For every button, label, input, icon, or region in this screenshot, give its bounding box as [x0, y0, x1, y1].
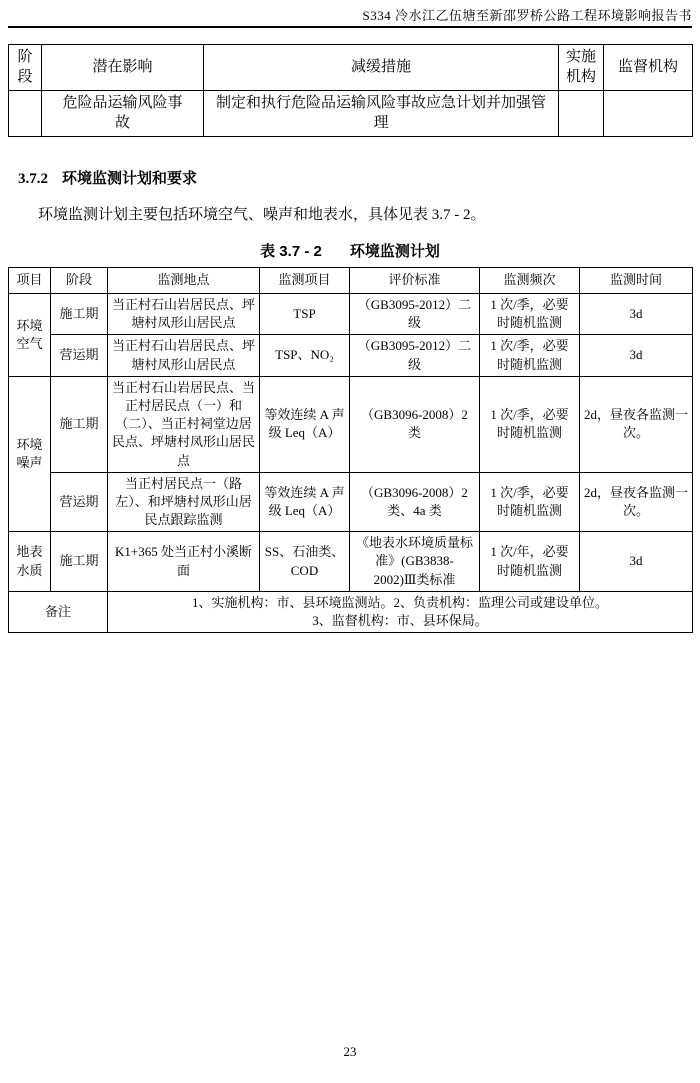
cell-measure: 制定和执行危险品运输风险事故应急计划并加强管理 [204, 90, 559, 136]
section-title: 环境监测计划和要求 [62, 169, 198, 187]
monitoring-header-row [9, 268, 693, 294]
cell-project: 等效连续 A 声级 Leq（A） [260, 376, 350, 472]
cell-duration: 2d，昼夜各监测一次。 [580, 472, 693, 532]
row-air-operation [9, 335, 693, 376]
cell-implement-org [559, 90, 604, 136]
cell-duration: 3d [580, 532, 693, 592]
cell-location: 当正村石山岩居民点、当正村居民点（一）和（二）、当正村祠堂边居民点、坪塘村凤形山居民点 [108, 376, 260, 472]
cell-impact [42, 90, 204, 136]
col-header-phase: 阶段 [51, 268, 108, 294]
cell-frequency: 1 次/季，必要时随机监测 [480, 376, 580, 472]
cell-phase: 营运期 [51, 335, 108, 376]
report-title: S334 冷水江乙伍塘至新邵罗桥公路工程环境影响报告书 [362, 8, 692, 23]
row-notes [9, 591, 693, 632]
impact-text: 危险品运输风险事故 [62, 94, 183, 131]
mitigation-row [9, 90, 693, 136]
cell-location: K1+365 处当正村小溪断面 [108, 532, 260, 592]
cell-frequency: 1 次/季，必要时随机监测 [480, 472, 580, 532]
note-line-1: 1、实施机构：市、县环境监测站。2、负责机构：监理公司或建设单位。 [191, 594, 608, 610]
cell-item-air: 环境空气 [9, 294, 51, 377]
cell-standard: （GB3095-2012）二级 [350, 335, 480, 376]
col-header-stage: 阶段 [9, 45, 42, 91]
cell-location: 当正村居民点一（路左）、和坪塘村凤形山居民点跟踪监测 [108, 472, 260, 532]
page-number: 23 [343, 1044, 357, 1059]
col-header-duration: 监测时间 [580, 268, 693, 294]
cell-phase: 施工期 [51, 376, 108, 472]
cell-item-water: 地表水质 [9, 532, 51, 592]
table-caption [8, 240, 692, 261]
cell-supervise-org [604, 90, 693, 136]
section-heading [8, 167, 692, 188]
cell-duration: 3d [580, 294, 693, 335]
cell-project: 等效连续 A 声级 Leq（A） [260, 472, 350, 532]
mitigation-table [8, 44, 693, 137]
col-header-standard: 评价标准 [350, 268, 480, 294]
cell-standard: 《地表水环境质量标准》(GB3838-2002)Ⅲ类标准 [350, 532, 480, 592]
cell-item-noise: 环境噪声 [9, 376, 51, 532]
cell-duration: 2d，昼夜各监测一次。 [580, 376, 693, 472]
cell-project: TSP、NO₂ [260, 335, 350, 376]
row-water-construction [9, 532, 693, 592]
cell-standard: （GB3096-2008）2 类 [350, 376, 480, 472]
cell-location: 当正村石山岩居民点、坪塘村凤形山居民点 [108, 335, 260, 376]
cell-project: SS、石油类、COD [260, 532, 350, 592]
cell-frequency: 1 次/季，必要时随机监测 [480, 335, 580, 376]
running-header [8, 0, 692, 28]
mitigation-header-row [9, 45, 693, 91]
cell-location: 当正村石山岩居民点、坪塘村凤形山居民点 [108, 294, 260, 335]
cell-standard: （GB3096-2008）2 类、4a 类 [350, 472, 480, 532]
body-paragraph: 环境监测计划主要包括环境空气、噪声和地表水，具体见表 3.7 - 2。 [38, 206, 486, 223]
cell-frequency: 1 次/年，必要时随机监测 [480, 532, 580, 592]
page-footer [0, 1044, 700, 1060]
cell-phase: 营运期 [51, 472, 108, 532]
cell-stage [9, 90, 42, 136]
cell-phase: 施工期 [51, 294, 108, 335]
section-number: 3.7.2 [18, 170, 48, 187]
col-header-project: 监测项目 [260, 268, 350, 294]
note-line-2: 3、监督机构：市、县环保局。 [312, 613, 488, 628]
col-header-implement-org: 实施机构 [559, 45, 604, 91]
caption-label: 表 3.7 - 2 [260, 243, 322, 260]
cell-frequency: 1 次/季，必要时随机监测 [480, 294, 580, 335]
caption-title: 环境监测计划 [349, 243, 440, 260]
col-header-location: 监测地点 [108, 268, 260, 294]
cell-standard: （GB3095-2012）二级 [350, 294, 480, 335]
col-header-impact: 潜在影响 [42, 45, 204, 91]
row-noise-operation [9, 472, 693, 532]
cell-note-label: 备注 [9, 591, 108, 632]
col-header-measure: 减缓措施 [204, 45, 559, 91]
cell-project: TSP [260, 294, 350, 335]
row-noise-construction [9, 376, 693, 472]
cell-duration: 3d [580, 335, 693, 376]
monitoring-table [8, 267, 693, 633]
cell-notes [108, 591, 693, 632]
col-header-supervise-org: 监督机构 [604, 45, 693, 91]
col-header-frequency: 监测频次 [480, 268, 580, 294]
row-air-construction [9, 294, 693, 335]
cell-phase: 施工期 [51, 532, 108, 592]
col-header-item: 项目 [9, 268, 51, 294]
